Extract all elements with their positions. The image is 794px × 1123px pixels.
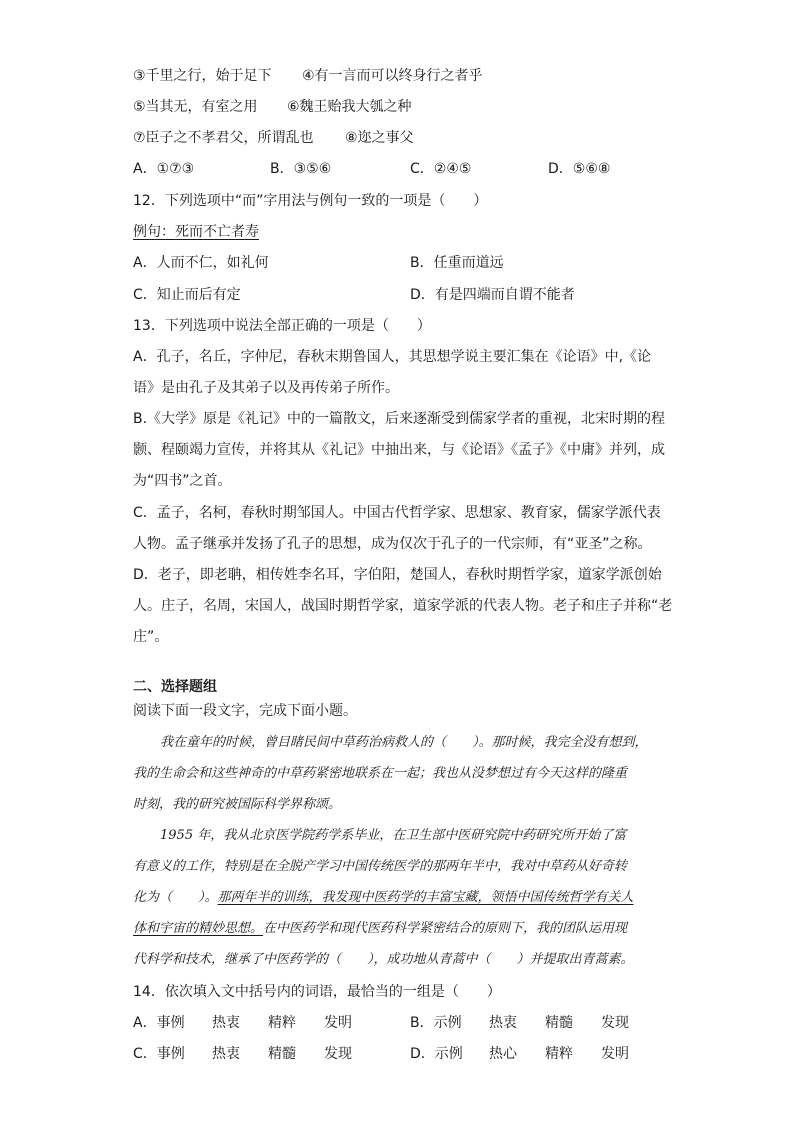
underlined-sentence: 那两年半的训练，我发现中医药学的丰富宝藏，领悟中国传统哲学有关人	[217, 890, 634, 905]
q14-b-word3: 精髓	[545, 1015, 573, 1031]
passage-p1-line1: 我在童年的时候，曾目睹民间中草药治病救人的（ ）。那时候，我完全没有想到，	[160, 735, 648, 750]
q14-d-word3: 精粹	[545, 1046, 573, 1062]
item-3: ③千里之行，始于足下	[133, 68, 272, 84]
q13-option-d-line1: D．老子，即老聃，相传姓李名耳，字伯阳，楚国人，春秋时期哲学家，道家学派创始	[133, 567, 662, 583]
q14-b-word4: 发现	[601, 1015, 629, 1031]
q14-option-c: C．事例	[133, 1046, 185, 1062]
q14-option-d: D．示例	[410, 1046, 463, 1062]
q12-stem: 12．下列选项中“而”字用法与例句一致的一项是（ ）	[133, 193, 488, 209]
q14-option-b: B．示例	[410, 1015, 462, 1031]
q14-c-word4: 发现	[324, 1046, 352, 1062]
q13-stem: 13．下列选项中说法全部正确的一项是（ ）	[133, 318, 431, 334]
q12-option-c: C．知止而后有定	[133, 287, 241, 303]
q14-d-word4: 发明	[601, 1046, 629, 1062]
passage-p2-line2: 有意义的工作，特别是在全脱产学习中国传统医学的那两年半中，我对中草药从好奇转	[133, 859, 628, 874]
q11-option-d: D．⑤⑥⑧	[548, 161, 611, 177]
q13-option-b-line3: 为“四书”之首。	[133, 473, 232, 489]
q11-option-a: A．①⑦③	[133, 161, 195, 177]
q13-option-a-line1: A．孔子，名丘，字仲尼，春秋末期鲁国人，其思想学说主要汇集在《论语》中,《论	[133, 349, 652, 365]
passage-p2-line3	[133, 888, 634, 908]
q13-option-c-line2: 人物。孟子继承并发扬了孔子的思想，成为仅次于孔子的一代宗师，有“亚圣”之称。	[133, 536, 652, 552]
q13-option-d-line2: 人。庄子，名周，宋国人，战国时期哲学家，道家学派的代表人物。老子和庄子并称“老	[133, 598, 673, 614]
underlined-sentence: 体和宇宙的精妙思想。	[133, 921, 264, 936]
q14-option-a: A．事例	[133, 1015, 185, 1031]
q11-option-b: B．③⑤⑥	[270, 161, 332, 177]
item-6: ⑥魏王贻我大瓠之种	[287, 99, 412, 115]
q12-example: 例句：死而不亡者寿	[133, 224, 259, 240]
passage-p1-line2: 我的生命会和这些神奇的中草药紧密地联系在一起；我也从没梦想过有今天这样的隆重	[133, 766, 628, 781]
passage-text: 在中医药学和现代医药科学紧密结合的原则下，我的团队运用现	[263, 921, 628, 936]
item-4: ④有一言而可以终身行之者乎	[302, 68, 483, 84]
section-heading: 二、选择题组	[133, 679, 217, 695]
q13-option-a-line2: 语》是由孔子及其弟子以及再传弟子所作。	[133, 380, 399, 396]
q14-c-word3: 精髓	[268, 1046, 296, 1062]
passage-p2-line1: 1955 年，我从北京医学院药学系毕业，在卫生部中医研究院中药研究所开始了富	[160, 828, 627, 843]
passage-text: 化为（ ）。	[133, 890, 218, 905]
item-8: ⑧迩之事父	[345, 130, 414, 146]
q14-a-word3: 精粹	[268, 1015, 296, 1031]
item-5: ⑤当其无，有室之用	[133, 99, 258, 115]
q14-a-word2: 热衷	[212, 1015, 240, 1031]
q14-b-word2: 热衷	[489, 1015, 517, 1031]
passage-p1-line3: 时刻，我的研究被国际科学界称颂。	[133, 797, 342, 812]
q14-c-word2: 热衷	[212, 1046, 240, 1062]
q13-option-d-line3: 庄”。	[133, 629, 169, 645]
q11-option-c: C．②④⑤	[410, 161, 472, 177]
item-7: ⑦臣子之不孝君父，所谓乱也	[133, 130, 314, 146]
section-intro: 阅读下面一段文字，完成下面小题。	[133, 703, 357, 719]
q14-a-word4: 发明	[324, 1015, 352, 1031]
passage-p2-line4	[133, 919, 627, 939]
q13-option-c-line1: C．孟子，名柯，春秋时期邹国人。中国古代哲学家、思想家、教育家，儒家学派代表	[133, 505, 661, 521]
passage-p2-line5: 代科学和技术，继承了中医药学的（ ），成功地从青蒿中（ ）并提取出青蒿素。	[133, 952, 634, 967]
q13-option-b-line2: 颢、程颐竭力宣传，并将其从《礼记》中抽出来，与《论语》《孟子》《中庸》并列，成	[133, 442, 665, 458]
q12-option-a: A．人而不仁，如礼何	[133, 255, 269, 271]
q12-option-d: D．有是四端而自谓不能者	[410, 287, 575, 303]
q13-option-b-line1: B.《大学》原是《礼记》中的一篇散文，后来逐渐受到儒家学者的重视，北宋时期的程	[133, 411, 666, 427]
q12-option-b: B．任重而道远	[410, 255, 504, 271]
q14-stem: 14．依次填入文中括号内的词语，最恰当的一组是（ ）	[133, 984, 501, 1000]
q14-d-word2: 热心	[489, 1046, 517, 1062]
